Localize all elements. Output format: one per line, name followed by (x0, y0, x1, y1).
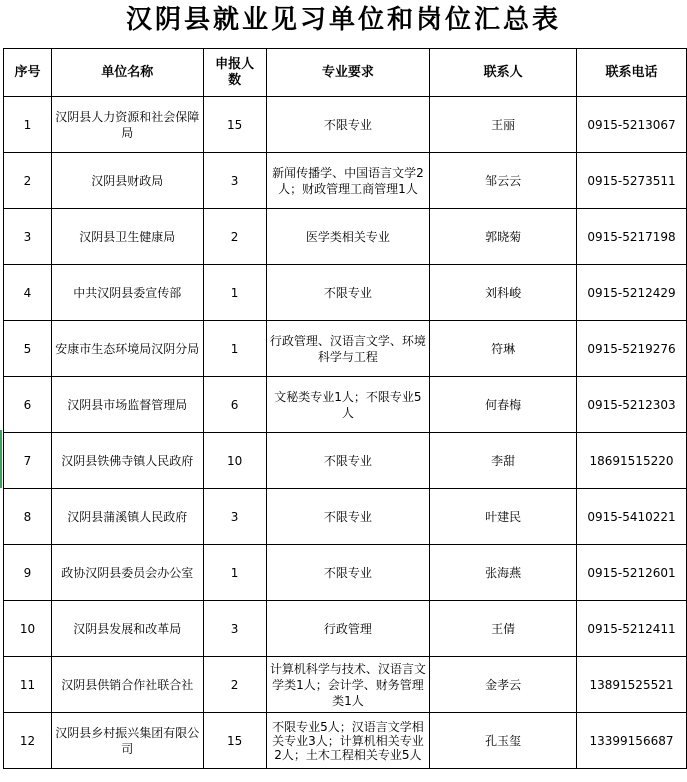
cell-unit: 汉阴县乡村振兴集团有限公司 (51, 713, 203, 769)
cell-seq: 9 (4, 545, 52, 601)
cell-phone: 0915-5212411 (577, 601, 687, 657)
cell-seq: 7 (4, 433, 52, 489)
cell-unit: 安康市生态环境局汉阴分局 (51, 321, 203, 377)
cell-contact: 张海燕 (430, 545, 577, 601)
cell-seq: 12 (4, 713, 52, 769)
cell-count: 1 (203, 265, 266, 321)
header-phone: 联系电话 (577, 49, 687, 97)
cell-phone: 0915-5212303 (577, 377, 687, 433)
cell-contact: 叶建民 (430, 489, 577, 545)
cell-contact: 何春梅 (430, 377, 577, 433)
cell-contact: 金孝云 (430, 657, 577, 713)
summary-table (3, 48, 687, 769)
table-row (4, 265, 687, 321)
cell-unit: 政协汉阴县委员会办公室 (51, 545, 203, 601)
cell-seq: 8 (4, 489, 52, 545)
header-unit: 单位名称 (51, 49, 203, 97)
cell-requirement: 行政管理、汉语言文学、环境科学与工程 (266, 321, 430, 377)
cell-unit: 汉阴县卫生健康局 (51, 209, 203, 265)
table-row (4, 97, 687, 153)
cell-phone: 0915-5273511 (577, 153, 687, 209)
cell-requirement: 文秘类专业1人；不限专业5人 (266, 377, 430, 433)
cell-count: 15 (203, 713, 266, 769)
cell-contact: 孔玉玺 (430, 713, 577, 769)
cell-count: 3 (203, 489, 266, 545)
table-row (4, 713, 687, 769)
cell-requirement: 新闻传播学、中国语言文学2人；财政管理工商管理1人 (266, 153, 430, 209)
cell-count: 1 (203, 545, 266, 601)
cell-seq: 4 (4, 265, 52, 321)
header-requirement: 专业要求 (266, 49, 430, 97)
cell-unit: 汉阴县市场监督管理局 (51, 377, 203, 433)
cell-seq: 10 (4, 601, 52, 657)
cell-requirement: 不限专业 (266, 97, 430, 153)
cell-count: 3 (203, 153, 266, 209)
table-row (4, 489, 687, 545)
header-row (4, 49, 687, 97)
cell-phone: 0915-5217198 (577, 209, 687, 265)
header-count: 申报人数 (203, 49, 266, 97)
cell-phone: 0915-5213067 (577, 97, 687, 153)
cell-requirement: 计算机科学与技术、汉语言文学类1人；会计学、财务管理类1人 (266, 657, 430, 713)
table-row (4, 545, 687, 601)
cell-count: 1 (203, 321, 266, 377)
table-row (4, 209, 687, 265)
cell-requirement: 不限专业 (266, 489, 430, 545)
cell-seq: 6 (4, 377, 52, 433)
cell-unit: 汉阴县蒲溪镇人民政府 (51, 489, 203, 545)
cell-requirement: 不限专业 (266, 545, 430, 601)
cell-seq: 1 (4, 97, 52, 153)
cell-unit: 汉阴县财政局 (51, 153, 203, 209)
cell-requirement: 行政管理 (266, 601, 430, 657)
cell-contact: 刘科峻 (430, 265, 577, 321)
cell-phone: 0915-5212601 (577, 545, 687, 601)
cell-seq: 11 (4, 657, 52, 713)
cell-count: 3 (203, 601, 266, 657)
cell-requirement: 不限专业 (266, 265, 430, 321)
cell-count: 2 (203, 209, 266, 265)
cell-count: 6 (203, 377, 266, 433)
cell-contact: 郭晓菊 (430, 209, 577, 265)
cell-seq: 3 (4, 209, 52, 265)
cell-count: 15 (203, 97, 266, 153)
cell-seq: 2 (4, 153, 52, 209)
table-row (4, 377, 687, 433)
cell-phone: 18691515220 (577, 433, 687, 489)
cell-contact: 邹云云 (430, 153, 577, 209)
cell-contact: 李甜 (430, 433, 577, 489)
header-contact: 联系人 (430, 49, 577, 97)
table-row (4, 657, 687, 713)
cell-phone: 13399156687 (577, 713, 687, 769)
cell-seq: 5 (4, 321, 52, 377)
cell-unit: 汉阴县人力资源和社会保障局 (51, 97, 203, 153)
row-selection-marker (0, 430, 2, 488)
cell-phone: 0915-5212429 (577, 265, 687, 321)
cell-requirement: 不限专业5人；汉语言文学相关专业3人；计算机相关专业2人；土木工程相关专业5人 (266, 713, 430, 769)
cell-phone: 0915-5219276 (577, 321, 687, 377)
table-row (4, 433, 687, 489)
cell-unit: 汉阴县发展和改革局 (51, 601, 203, 657)
header-seq: 序号 (4, 49, 52, 97)
page-title: 汉阴县就业见习单位和岗位汇总表 (125, 5, 561, 35)
cell-unit: 中共汉阴县委宣传部 (51, 265, 203, 321)
table-row (4, 601, 687, 657)
cell-unit: 汉阴县供销合作社联合社 (51, 657, 203, 713)
cell-contact: 王倩 (430, 601, 577, 657)
cell-requirement: 不限专业 (266, 433, 430, 489)
cell-requirement: 医学类相关专业 (266, 209, 430, 265)
table-row (4, 153, 687, 209)
cell-phone: 13891525521 (577, 657, 687, 713)
cell-phone: 0915-5410221 (577, 489, 687, 545)
cell-contact: 符琳 (430, 321, 577, 377)
cell-contact: 王丽 (430, 97, 577, 153)
table-row (4, 321, 687, 377)
cell-count: 2 (203, 657, 266, 713)
cell-unit: 汉阴县铁佛寺镇人民政府 (51, 433, 203, 489)
cell-count: 10 (203, 433, 266, 489)
